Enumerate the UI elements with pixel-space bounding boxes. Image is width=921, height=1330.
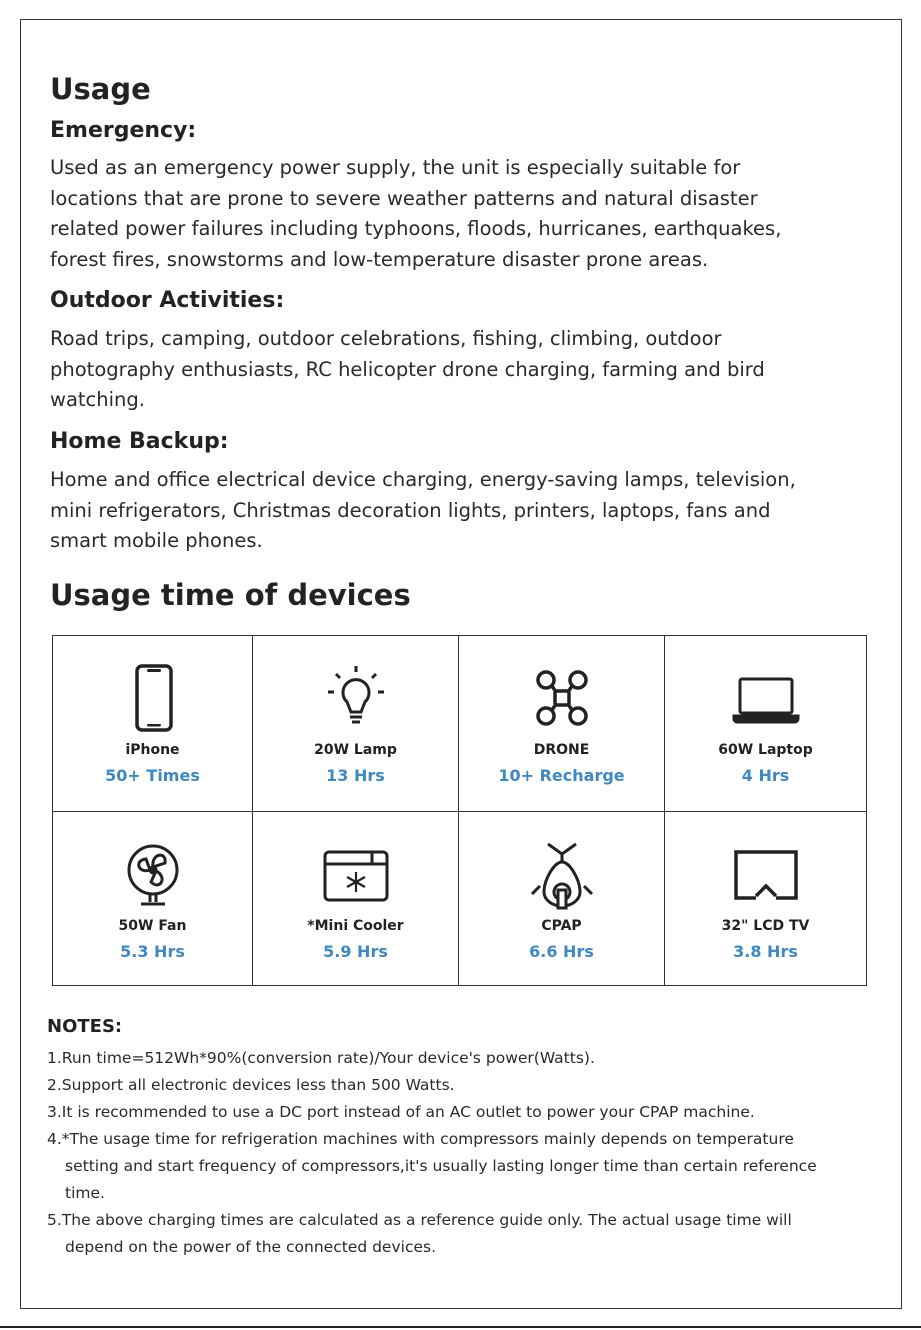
device-usage-value: 5.9 Hrs — [323, 942, 388, 961]
device-cell — [253, 636, 459, 812]
emergency-heading: Emergency: — [50, 118, 197, 143]
device-usage-value: 5.3 Hrs — [120, 942, 185, 961]
device-cell — [459, 812, 665, 985]
smartphone-icon — [117, 664, 189, 736]
usage-title: Usage — [50, 72, 151, 106]
devices-title: Usage time of devices — [50, 578, 411, 612]
device-cell — [665, 636, 866, 812]
device-name: iPhone — [125, 742, 180, 758]
note-item: 2.Support all electronic devices less than 500 Watts. — [47, 1076, 455, 1094]
device-name: 32" LCD TV — [721, 918, 810, 934]
device-usage-value: 50+ Times — [105, 766, 200, 785]
outdoor-text: Road trips, camping, outdoor celebrations, fishing, climbing, outdoor photography enthusiasts, RC helicopter drone charging, farming and bird watching. — [50, 327, 765, 411]
device-cell — [665, 812, 866, 985]
device-usage-value: 4 Hrs — [741, 766, 790, 785]
emergency-text: Used as an emergency power supply, the unit is especially suitable for locations that are prone to severe weather patterns and natural disaster related power failures including typhoons, floods, hurricanes, earthquakes, forest fires, snowstorms and low-temperature disaster prone areas. — [50, 156, 782, 271]
light-bulb-icon — [320, 664, 392, 736]
device-name: CPAP — [541, 918, 582, 934]
fan-icon — [117, 840, 189, 912]
note-item: 5.The above charging times are calculated as a reference guide only. The actual usage time will depend on the power of the connected devices. — [47, 1211, 792, 1256]
device-name: DRONE — [533, 742, 590, 758]
home-backup-heading: Home Backup: — [50, 429, 229, 454]
device-usage-value: 6.6 Hrs — [529, 942, 594, 961]
device-cell — [53, 636, 253, 812]
device-name: 60W Laptop — [718, 742, 813, 758]
drone-icon — [526, 664, 598, 736]
device-cell — [53, 812, 253, 985]
device-usage-value: 3.8 Hrs — [733, 942, 798, 961]
tv-cast-icon — [730, 840, 802, 912]
note-item: 1.Run time=512Wh*90%(conversion rate)/Your device's power(Watts). — [47, 1049, 595, 1067]
outdoor-heading: Outdoor Activities: — [50, 288, 285, 313]
notes-title: NOTES: — [47, 1016, 123, 1037]
device-name: 20W Lamp — [314, 742, 397, 758]
device-name: *Mini Cooler — [307, 918, 404, 934]
device-cell — [459, 636, 665, 812]
note-item: 4.*The usage time for refrigeration machines with compressors mainly depends on temperature setting and start frequency of compressors,it's usually lasting longer time than certain reference time. — [47, 1130, 817, 1202]
device-usage-table — [52, 635, 867, 986]
mini-cooler-icon — [320, 840, 392, 912]
device-cell — [253, 812, 459, 985]
home-backup-text: Home and office electrical device charging, energy-saving lamps, television, mini refrigerators, Christmas decoration lights, printers, laptops, fans and smart mobile phones. — [50, 468, 796, 552]
bottom-rule — [0, 1326, 921, 1328]
device-usage-value: 10+ Recharge — [498, 766, 625, 785]
laptop-icon — [730, 664, 802, 736]
notes-list — [47, 1045, 877, 1261]
cpap-mask-icon — [526, 840, 598, 912]
device-name: 50W Fan — [118, 918, 187, 934]
note-item: 3.It is recommended to use a DC port instead of an AC outlet to power your CPAP machine. — [47, 1103, 755, 1121]
device-usage-value: 13 Hrs — [326, 766, 385, 785]
